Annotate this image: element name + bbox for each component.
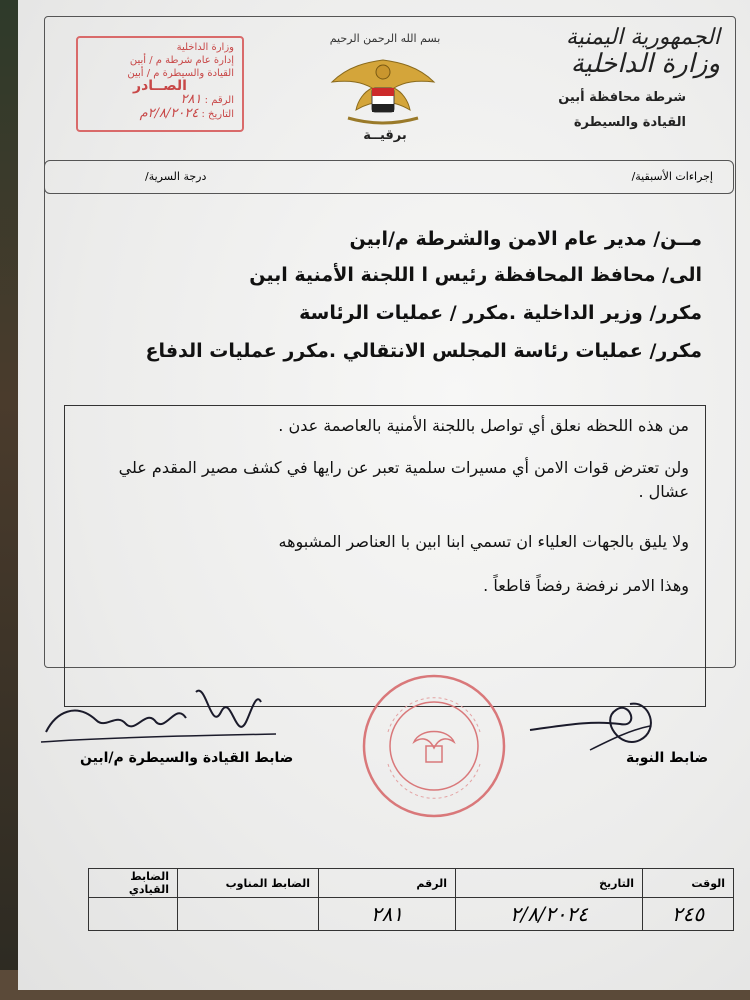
command-officer-label: ضابط القيادة والسيطرة م/ابين [80, 750, 294, 766]
body-paragraph: ولن تعترض قوات الامن أي مسيرات سلمية تعبر عن رايها في كشف مصير المقدم علي عشال . [118, 458, 689, 501]
stamp-number: ٢٨١ [180, 92, 202, 107]
table-header-row [89, 869, 734, 898]
to-line: الى/ محافظ المحافظة رئيس ا اللجنة الأمنية ابين [249, 264, 702, 286]
official-seal-icon [360, 672, 508, 820]
table-cell: ٢٤٥ [643, 898, 734, 931]
table-header-cell: الضابط القيادي [89, 869, 178, 898]
eagle-emblem-icon [328, 52, 438, 127]
cc-line-2: مكرر/ عمليات رئاسة المجلس الانتقالي .مكرر عمليات الدفاع [145, 340, 702, 362]
outgoing-stamp [76, 36, 244, 132]
stamp-command: القيادة والسيطرة م / أبين [127, 68, 234, 79]
stamp-date-row [86, 107, 234, 121]
stamp-outgoing-label: الصــادر [133, 78, 187, 94]
message-body [64, 405, 706, 707]
basmala: بسم الله الرحمن الرحيم [329, 32, 441, 45]
republic-name: الجمهورية اليمنية [565, 25, 720, 50]
body-paragraph: من هذه اللحظه نعلق أي تواصل باللجنة الأمنية بالعاصمة عدن . [278, 416, 689, 435]
from-line: مــن/ مدير عام الامن والشرطة م/ابين [349, 228, 702, 250]
table-cell [89, 898, 178, 931]
dispatch-table [88, 868, 734, 931]
table-header-cell: الضابط المناوب [178, 869, 319, 898]
signature-right-icon [520, 680, 680, 760]
cc-line-1: مكرر/ وزير الداخلية .مكرر / عمليات الرئاسة [299, 302, 702, 324]
command-name: القيادة والسيطرة [573, 115, 686, 130]
document-type: برقيــة [363, 128, 407, 143]
table-header-cell: التاريخ [456, 869, 643, 898]
stamp-department: إدارة عام شرطة م / أبين [129, 55, 234, 66]
table-cell [178, 898, 319, 931]
stamp-date: ٢/٨/٢٠٢٤م [139, 106, 199, 121]
priority-bar [44, 160, 734, 194]
table-cell: ٢٨١ [319, 898, 456, 931]
body-paragraph: وهذا الامر نرفضة رفضاً قاطعاً . [483, 576, 689, 595]
table-header-cell: الوقت [643, 869, 734, 898]
stamp-number-row [86, 93, 234, 107]
signature-left-icon [36, 672, 296, 752]
stamp-ministry: وزارة الداخلية [176, 42, 234, 53]
police-name: شرطة محافظة أبين [558, 90, 686, 105]
table-header-cell: الرقم [319, 869, 456, 898]
stamp-date-label: التاريخ : [201, 109, 234, 120]
table-cell: ٢/٨/٢٠٢٤ [456, 898, 643, 931]
letterhead [500, 26, 720, 130]
table-row [89, 898, 734, 931]
stamp-number-label: الرقم : [204, 95, 234, 106]
duty-officer-label: ضابط النوبة [626, 750, 709, 766]
ministry-name: وزارة الداخلية [570, 49, 720, 79]
body-paragraph: ولا يليق بالجهات العلياء ان تسمي ابنا ابين با العناصر المشبوهه [278, 532, 689, 551]
procedures-label: إجراءات الأسبقية/ [631, 170, 713, 183]
secrecy-label: درجة السرية/ [145, 170, 207, 183]
